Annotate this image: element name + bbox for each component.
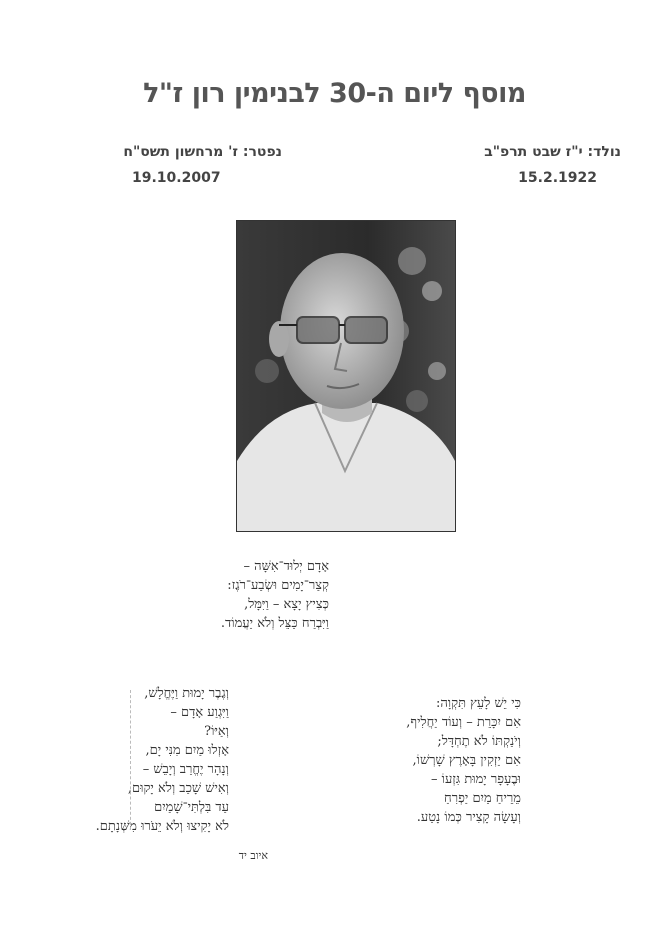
- portrait-photo: [236, 220, 456, 532]
- poem-line: עַד בִּלְתִּי־שָׁמַיִם: [154, 800, 229, 815]
- death-date: 19.10.2007: [132, 170, 221, 186]
- poem-line: וַיִּגְוַע אָדָם –: [170, 705, 229, 720]
- birth-hebrew-date: נולד: י"ז שבט תרפ"ב: [484, 144, 621, 160]
- margin-mark: [130, 690, 132, 830]
- poem-line: וְיֹנַקְתּוֹ לֹא תֶחְדָּל;: [437, 734, 521, 749]
- poem-line: אִם יַזְקִין בָּאָרֶץ שָׁרְשׁוֹ,: [412, 753, 521, 768]
- poem-source: איוב יד: [238, 849, 268, 862]
- death-hebrew-date: נפטר: ז' מרחשון תשס"ח: [123, 144, 282, 160]
- birth-date: 15.2.1922: [518, 170, 597, 186]
- poem-line: אָדָם יְלוּד־אִשָּׁה –: [243, 559, 329, 574]
- poem-line: וְאִישׁ שָׁכַב וְלֹא יָקוּם,: [127, 781, 229, 796]
- page-title: מוסף ליום ה-30 לבנימין רון ז"ל: [143, 78, 526, 109]
- poem-opening: [129, 557, 329, 633]
- poem-line: קְצַר־יָמִים וּשְׂבַע־רֹגֶז:: [227, 578, 329, 593]
- poem-line: וְגֶבֶר יָמוּת וַיֶּחֱלָשׁ,: [144, 686, 229, 701]
- poem-left-column: [9, 684, 229, 836]
- poem-line: אִם יִכָּרֵת – וְעוֹד יַחֲלִיף,: [406, 715, 521, 730]
- portrait-image: [237, 221, 455, 531]
- poem-line: וְעָשָׂה קָצִיר כְּמוֹ נָטַע.: [416, 810, 521, 825]
- poem-line: מֵרֵיחַ מַיִם יַפְרִחַ: [444, 791, 521, 806]
- poem-line: וַיִּבְרַח כַּצֵּל וְלֹא יַעֲמוֹד.: [220, 616, 329, 631]
- poem-line: כִּי יֵשׁ לָעֵץ תִּקְוָה:: [435, 696, 521, 711]
- poem-line: אָזְלוּ מַיִם מִנִּי יָם,: [145, 743, 229, 758]
- poem-line: וּבֶעָפָר יָמוּת גִּזְעוֹ –: [430, 772, 521, 787]
- poem-line: וְנָהָר יֶחֱרַב וְיָבֵשׁ –: [142, 762, 229, 777]
- poem-line: כְּצִיץ יָצָא – וַיִּמָּל,: [244, 597, 329, 612]
- poem-right-column: [281, 694, 521, 827]
- poem-line: לֹא יָקִיצוּ וְלֹא יֵעֹרוּ מִשְּׁנָתָם.: [95, 819, 229, 834]
- poem-line: וְאַיּוֹ?: [204, 724, 229, 739]
